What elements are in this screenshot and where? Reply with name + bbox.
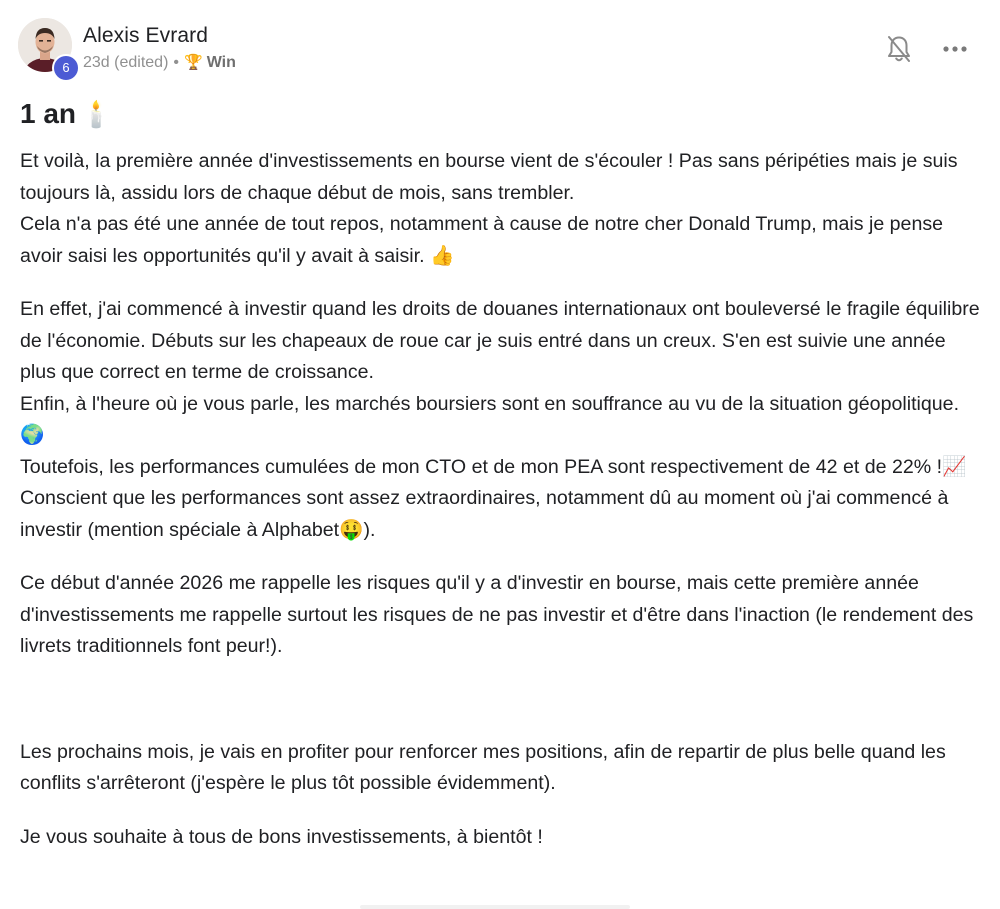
more-horizontal-icon[interactable] bbox=[942, 44, 968, 54]
bell-off-icon[interactable] bbox=[886, 34, 912, 64]
paragraph-line: Je vous souhaite à tous de bons investissements, à bientôt ! bbox=[20, 825, 543, 848]
paragraph-line: Cela n'a pas été une année de tout repos, notamment à cause de notre cher Donald Trump, mais je pense avoir saisi les opportunités qu'il y avait à saisir. 👍 bbox=[20, 213, 944, 267]
post-meta bbox=[83, 53, 236, 73]
level-badge: 6 bbox=[52, 54, 80, 82]
author-avatar-wrap[interactable] bbox=[18, 18, 74, 74]
author-name[interactable]: Alexis Evrard bbox=[83, 24, 209, 47]
post-actions bbox=[886, 34, 968, 64]
paragraph-3 bbox=[20, 568, 985, 663]
paragraph-5 bbox=[20, 822, 985, 854]
paragraph-line: Et voilà, la première année d'investissements en bourse vient de s'écouler ! Pas sans péripéties mais je suis toujours là, assidu lors de chaque début de mois, sans trembler. bbox=[20, 150, 958, 204]
candle-emoji-icon: 🕯️ bbox=[80, 99, 113, 129]
paragraph-4 bbox=[20, 737, 985, 800]
author-block bbox=[83, 23, 236, 73]
paragraph-line: En effet, j'ai commencé à investir quand les droits de douanes internationaux ont bouleversé le fragile équilibre de l'économie. Débuts sur les chapeaux de roue car je suis entré dans un creux. S'en est suivie une année plus que correct en terme de croissance. bbox=[20, 298, 980, 383]
trophy-icon: 🏆 bbox=[184, 54, 203, 71]
paragraph-line: Conscient que les performances sont assez extraordinaires, notamment dû au moment où j'ai commencé à investir (mention spéciale à Alphabet🤑). bbox=[20, 487, 949, 541]
paragraph-line: Ce début d'année 2026 me rappelle les risques qu'il y a d'investir en bourse, mais cette première année d'investissements me rappelle surtout les risques de ne pas investir et d'être dans l'inaction (le rendement des livrets traditionnels font peur!). bbox=[20, 572, 974, 657]
post-title bbox=[20, 96, 112, 132]
paragraph-line: Les prochains mois, je vais en profiter pour renforcer mes positions, afin de repartir de plus belle quand les conflits s'arrêteront (j'espère le plus tôt possible évidemment). bbox=[20, 740, 946, 794]
paragraph-line: Enfin, à l'heure où je vous parle, les marchés boursiers sont en souffrance au vu de la situation géopolitique. 🌍 bbox=[20, 392, 960, 446]
paragraph-1 bbox=[20, 146, 985, 272]
meta-separator: • bbox=[173, 54, 179, 71]
paragraph-line: Toutefois, les performances cumulées de mon CTO et de mon PEA sont respectivement de 42 et de 22% !📈 bbox=[20, 455, 967, 478]
post-body bbox=[20, 146, 985, 875]
post-title-text: 1 an bbox=[20, 98, 77, 129]
scroll-hint bbox=[360, 905, 630, 909]
post-header bbox=[18, 18, 236, 74]
post-category[interactable]: Win bbox=[206, 54, 236, 71]
post-timestamp[interactable]: 23d (edited) bbox=[83, 54, 169, 71]
paragraph-2 bbox=[20, 294, 985, 546]
